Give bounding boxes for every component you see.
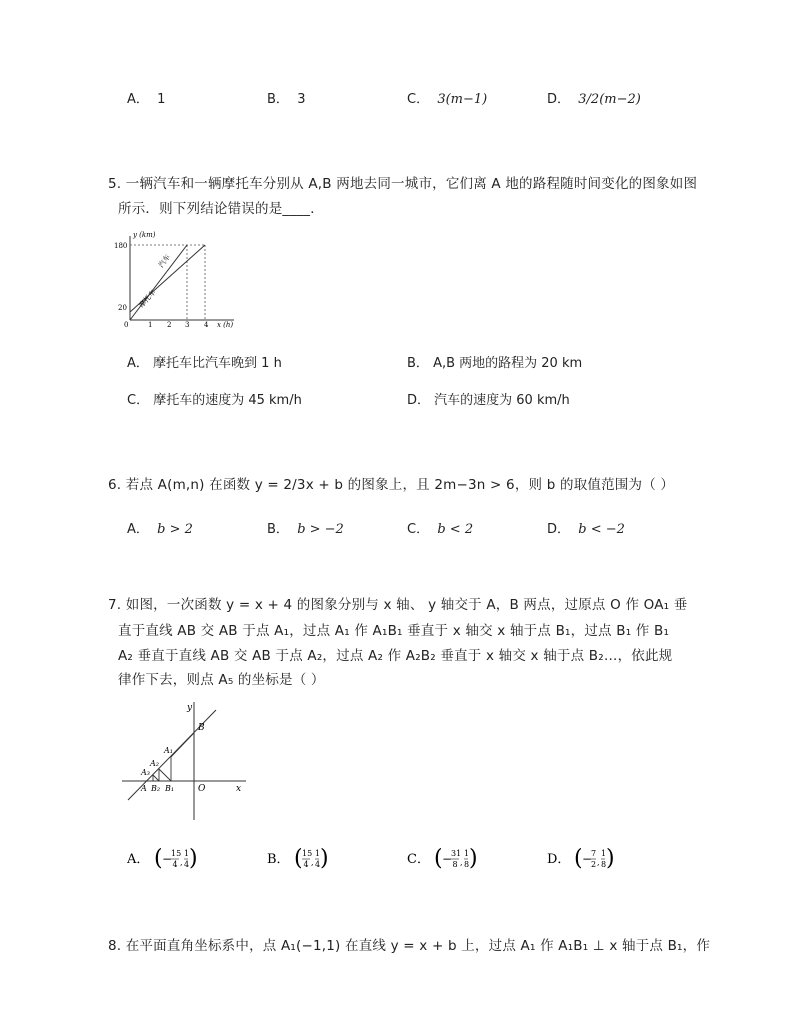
svg-text:): ) bbox=[606, 846, 615, 871]
q5-option-c: C． 摩托车的速度为 45 km/h bbox=[127, 393, 302, 408]
q7-label-a2: A₂ bbox=[150, 759, 159, 768]
svg-text:): ) bbox=[320, 846, 329, 871]
q5-ylabel: y (km) bbox=[133, 231, 156, 239]
svg-text:(: ( bbox=[574, 846, 583, 871]
q5-xlabel: x (h) bbox=[217, 321, 234, 329]
q4-option-c: C． 3(m−1) bbox=[407, 92, 488, 107]
svg-text:1: 1 bbox=[315, 849, 321, 858]
q5-car-line bbox=[130, 245, 187, 320]
q5-car-label: 汽车 bbox=[157, 253, 173, 270]
q7-option-b bbox=[267, 844, 347, 874]
q6-option-d: D． b < −2 bbox=[547, 522, 625, 537]
q7-stem-line3: A₂ 垂直于直线 AB 交 AB 于点 A₂，过点 A₂ 作 A₂B₂ 垂直于 x 轴交 x 轴于点 B₂…，依此规 bbox=[118, 648, 673, 664]
svg-text:4: 4 bbox=[172, 860, 178, 869]
svg-text:4: 4 bbox=[315, 860, 321, 869]
q5-stem-line2: 所示．则下列结论错误的是____． bbox=[118, 201, 324, 217]
q5-moto-label: 摩托车 bbox=[137, 288, 158, 310]
q7-label-b1: B₁ bbox=[165, 784, 175, 793]
svg-text:−: − bbox=[162, 852, 173, 866]
q7-label-b2: B₂ bbox=[151, 784, 161, 793]
q7-option-d bbox=[547, 844, 627, 874]
svg-text:4: 4 bbox=[184, 860, 190, 869]
q6-stem: 6. 若点 A(m,n) 在函数 y = 2/3x + b 的图象上，且 2m−3n > 6，则 b 的取值范围为（ ） bbox=[108, 477, 675, 493]
q7-label-a3: A₃ bbox=[141, 768, 150, 777]
svg-text:1: 1 bbox=[464, 849, 470, 858]
q7-label-y: y bbox=[187, 703, 193, 713]
svg-text:B．: B． bbox=[267, 852, 290, 867]
svg-text:2: 2 bbox=[591, 860, 597, 869]
q6-option-a: A． b > 2 bbox=[127, 522, 193, 537]
q5-ytick-180: 180 bbox=[114, 242, 128, 250]
q5-xtick-3: 3 bbox=[185, 321, 190, 329]
svg-text:D．: D． bbox=[547, 852, 571, 867]
svg-text:(: ( bbox=[434, 846, 443, 871]
q7-stem-line4: 律作下去，则点 A₅ 的坐标是（ ） bbox=[118, 672, 325, 688]
q5-xtick-4: 4 bbox=[204, 321, 209, 329]
q7-label-b: B bbox=[198, 723, 205, 733]
q4-option-a: A． 1 bbox=[127, 92, 166, 107]
svg-text:4: 4 bbox=[303, 860, 309, 869]
svg-text:): ) bbox=[189, 846, 198, 871]
svg-text:7: 7 bbox=[591, 849, 597, 858]
svg-text:,: , bbox=[180, 858, 183, 867]
svg-text:1: 1 bbox=[601, 849, 607, 858]
q7-label-a1: A₁ bbox=[164, 746, 173, 755]
q7-option-c bbox=[407, 844, 487, 874]
svg-text:15: 15 bbox=[302, 849, 313, 858]
svg-text:1: 1 bbox=[184, 849, 190, 858]
svg-text:−: − bbox=[442, 852, 453, 866]
q5-stem-line1: 5. 一辆汽车和一辆摩托车分别从 A,B 两地去同一城市，它们离 A 地的路程随时间变化的图象如图 bbox=[108, 176, 698, 192]
svg-text:): ) bbox=[469, 846, 478, 871]
q5-option-b: B． A,B 两地的路程为 20 km bbox=[407, 356, 583, 371]
svg-text:8: 8 bbox=[464, 860, 470, 869]
svg-text:(: ( bbox=[294, 846, 303, 871]
q7-label-x: x bbox=[236, 784, 242, 794]
svg-text:A．: A． bbox=[127, 852, 150, 867]
q5-option-d: D． 汽车的速度为 60 km/h bbox=[407, 393, 570, 408]
q6-option-c: C． b < 2 bbox=[407, 522, 474, 537]
svg-text:(: ( bbox=[154, 846, 163, 871]
svg-text:,: , bbox=[311, 858, 314, 867]
svg-text:8: 8 bbox=[452, 860, 458, 869]
q7-label-o: O bbox=[198, 784, 206, 794]
svg-text:−: − bbox=[582, 852, 593, 866]
q8-stem-line1: 8. 在平面直角坐标系中，点 A₁(−1,1) 在直线 y = x + b 上，过点 A₁ 作 A₁B₁ ⊥ x 轴于点 B₁，作 bbox=[108, 938, 711, 954]
q5-xtick-1: 1 bbox=[148, 321, 153, 329]
q7-label-a: A bbox=[141, 784, 147, 793]
q7-stem-line2: 直于直线 AB 交 AB 于点 A₁，过点 A₁ 作 A₁B₁ 垂直于 x 轴交 x 轴于点 B₁，过点 B₁ 作 B₁ bbox=[118, 623, 670, 639]
svg-text:15: 15 bbox=[171, 849, 182, 858]
svg-text:,: , bbox=[597, 858, 600, 867]
q5-xtick-2: 2 bbox=[167, 321, 172, 329]
q7-geometry-figure bbox=[118, 700, 248, 822]
q5-ytick-20: 20 bbox=[118, 304, 127, 312]
q5-distance-time-graph bbox=[112, 228, 237, 333]
q5-option-a: A． 摩托车比汽车晚到 1 h bbox=[127, 356, 282, 371]
svg-text:,: , bbox=[460, 858, 463, 867]
q7-option-a bbox=[127, 844, 207, 874]
q4-option-d: D． 3/2(m−2) bbox=[547, 92, 641, 107]
svg-text:C．: C． bbox=[407, 852, 430, 867]
svg-text:8: 8 bbox=[601, 860, 607, 869]
q6-option-b: B． b > −2 bbox=[267, 522, 344, 537]
q5-ytick-0: 0 bbox=[124, 321, 129, 329]
svg-text:31: 31 bbox=[451, 849, 462, 858]
q4-option-b: B． 3 bbox=[267, 92, 306, 107]
q7-stem-line1: 7. 如图，一次函数 y = x + 4 的图象分别与 x 轴、 y 轴交于 A，B 两点，过原点 O 作 OA₁ 垂 bbox=[108, 597, 688, 613]
